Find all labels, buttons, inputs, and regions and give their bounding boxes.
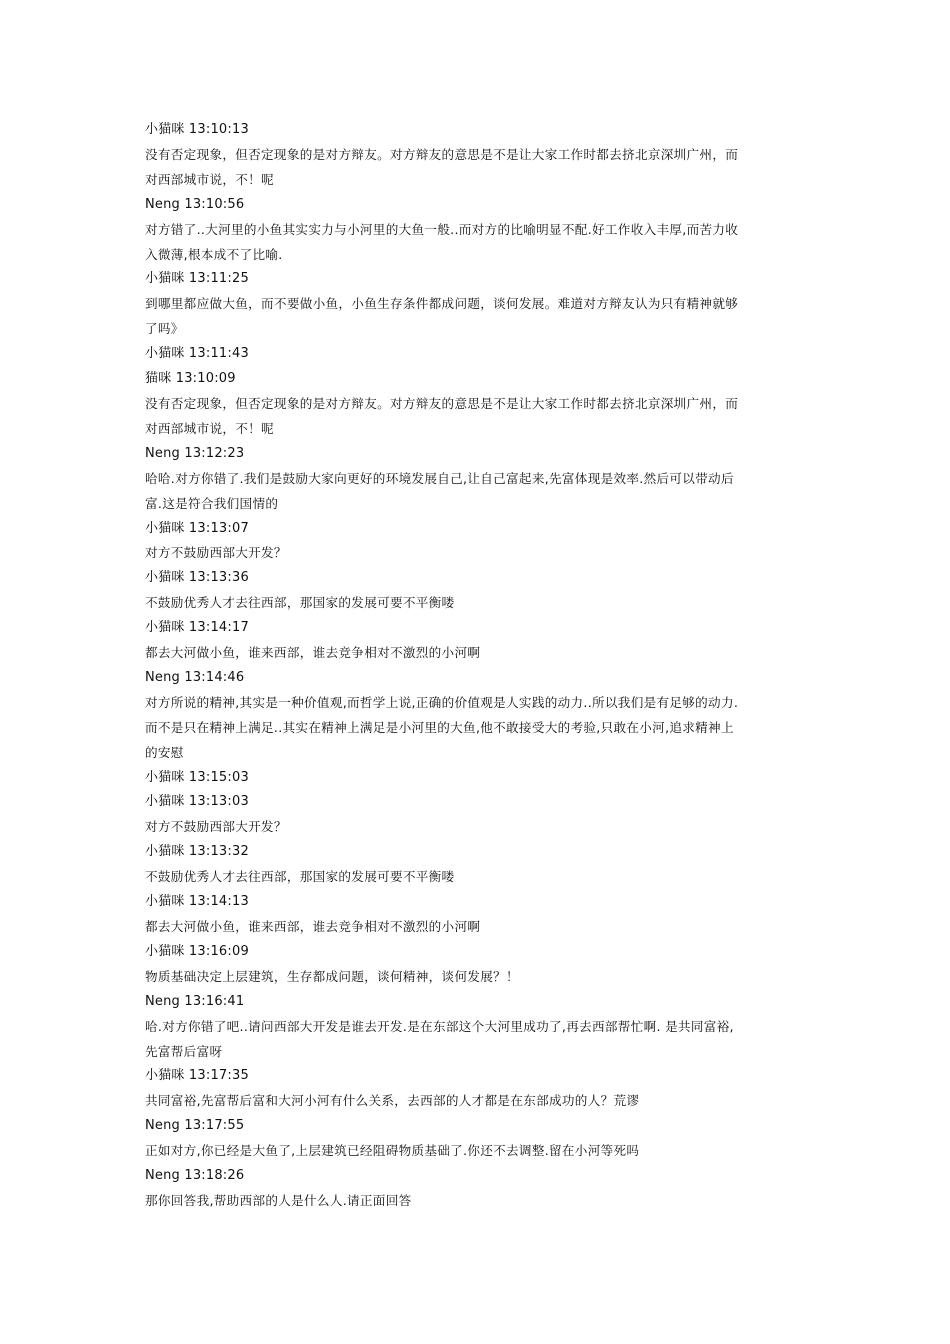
message-text: 都去大河做小鱼，谁来西部，谁去竞争相对不激烈的小河啊 <box>145 919 481 934</box>
message-text: 不鼓励优秀人才去往西部，那国家的发展可要不平衡喽 <box>145 869 455 885</box>
message-header: 小猫咪 13:15:03 <box>145 769 249 785</box>
message-text: 没有否定现象，但否定现象的是对方辩友。对方辩友的意思是不是让大家工作时都去挤北京深圳广州，而 <box>145 395 739 411</box>
message-text: 对西部城市说，不！呢 <box>145 420 274 436</box>
message-header: Neng 13:10:56 <box>145 196 245 212</box>
message-header: Neng 13:14:46 <box>145 669 245 685</box>
message-header: Neng 13:18:26 <box>145 1168 245 1184</box>
message-text: 共同富裕,先富帮后富和大河小河有什么关系，去西部的人才都是在东部成功的人？荒谬 <box>145 1093 640 1109</box>
message-header: 小猫咪 13:14:13 <box>145 894 249 910</box>
message-text: 富.这是符合我们国情的 <box>145 495 279 511</box>
message-text: 到哪里都应做大鱼，而不要做小鱼，小鱼生存条件都成问题，谈何发展。难道对方辩友认为只有精神就够 <box>145 296 739 312</box>
message-header: Neng 13:17:55 <box>145 1118 245 1134</box>
message-text: 了吗》 <box>145 321 184 337</box>
message-text: 对方错了..大河里的小鱼其实实力与小河里的大鱼一般..而对方的比喻明显不配.好工作收入丰厚,而苦力收 <box>145 221 739 237</box>
message-text: 没有否定现象，但否定现象的是对方辩友。对方辩友的意思是不是让大家工作时都去挤北京深圳广州，而 <box>145 146 739 162</box>
message-header: 小猫咪 13:13:07 <box>145 520 249 536</box>
message-text: 先富帮后富呀 <box>145 1043 223 1059</box>
message-header: 小猫咪 13:16:09 <box>145 943 249 959</box>
message-text: 物质基础决定上层建筑，生存都成问题，谈何精神，谈何发展？！ <box>145 968 519 984</box>
message-header: 小猫咪 13:14:17 <box>145 620 249 636</box>
message-header: 小猫咪 13:11:25 <box>145 271 249 287</box>
message-text: 对方不鼓励西部大开发？ <box>145 545 287 561</box>
message-header: 小猫咪 13:10:13 <box>145 122 249 137</box>
message-header: Neng 13:16:41 <box>145 993 245 1009</box>
message-header: 小猫咪 13:13:03 <box>145 794 249 810</box>
message-header: 猫咪 13:10:09 <box>145 371 236 387</box>
message-header: Neng 13:12:23 <box>145 445 245 461</box>
message-text: 都去大河做小鱼，谁来西部，谁去竞争相对不激烈的小河啊 <box>145 645 481 661</box>
message-text: 那你回答我,帮助西部的人是什么人.请正面回答 <box>145 1192 412 1208</box>
message-text: 不鼓励优秀人才去往西部，那国家的发展可要不平衡喽 <box>145 595 455 611</box>
chat-transcript <box>145 118 813 1214</box>
message-text: 对西部城市说，不！呢 <box>145 171 274 187</box>
message-text: 哈哈.对方你错了.我们是鼓励大家向更好的环境发展自己,让自己富起来,先富体现是效率.然后可以带动后 <box>145 470 734 486</box>
message-text: 正如对方,你已经是大鱼了,上层建筑已经阻碍物质基础了.你还不去调整.留在小河等死吗 <box>145 1143 640 1159</box>
message-text: 入微薄,根本成不了比喻. <box>145 246 283 262</box>
message-text: 的安慰 <box>145 744 184 760</box>
message-header: 小猫咪 13:13:36 <box>145 570 249 586</box>
message-header: 小猫咪 13:17:35 <box>145 1068 249 1084</box>
message-text: 哈.对方你错了吧..请问西部大开发是谁去开发.是在东部这个大河里成功了,再去西部帮忙啊. 是共同富裕, <box>145 1018 734 1034</box>
message-text: 对方所说的精神,其实是一种价值观,而哲学上说,正确的价值观是人实践的动力..所以我们是有足够的动力. <box>145 694 739 710</box>
message-header: 小猫咪 13:11:43 <box>145 346 249 362</box>
message-text: 对方不鼓励西部大开发？ <box>145 819 287 835</box>
message-text: 而不是只在精神上满足..其实在精神上满足是小河里的大鱼,他不敢接受大的考验,只敢在小河,追求精神上 <box>145 719 734 735</box>
message-header: 小猫咪 13:13:32 <box>145 844 249 860</box>
